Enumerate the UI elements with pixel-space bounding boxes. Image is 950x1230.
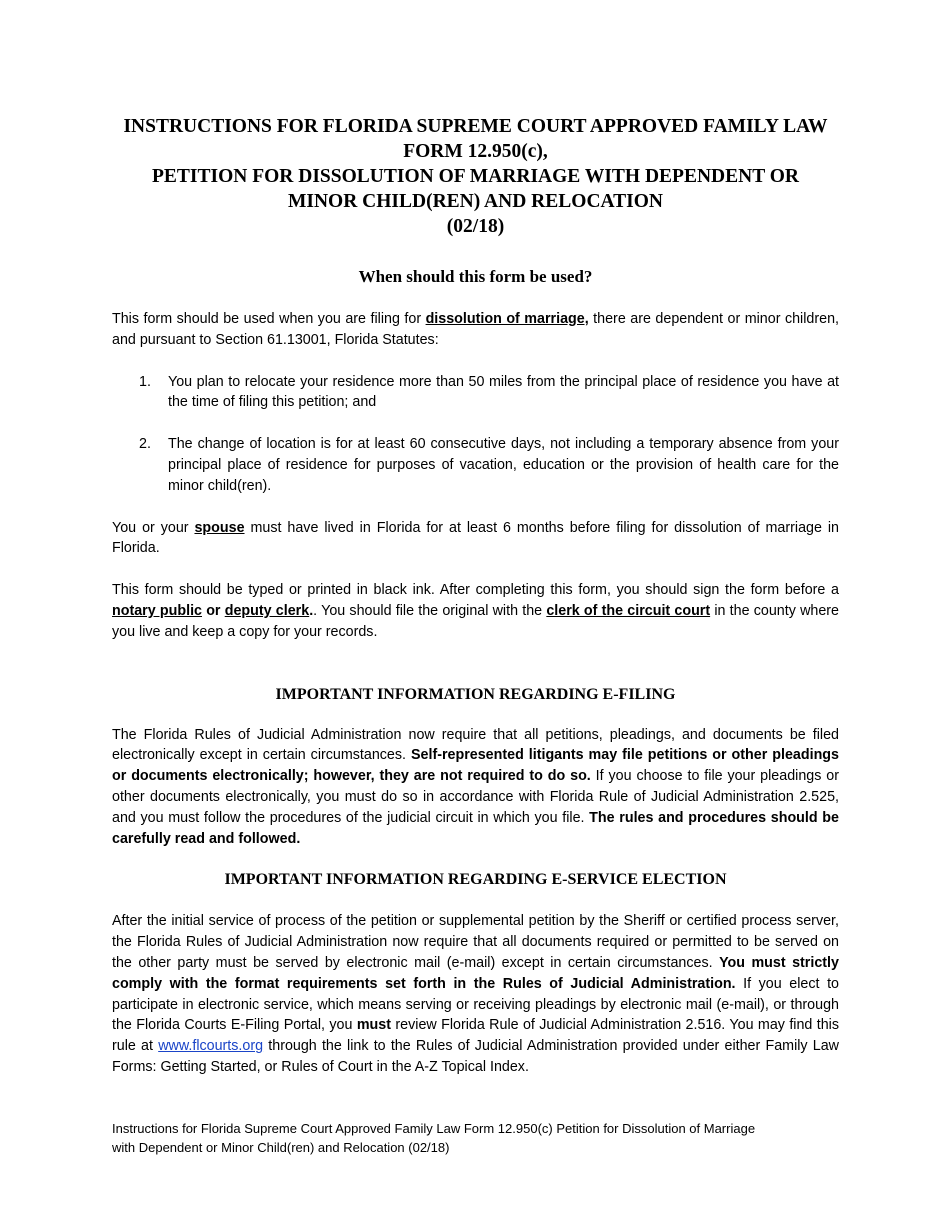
term-notary-public: notary public [112,602,202,619]
page-footer [112,1119,839,1157]
footer-line-1: Instructions for Florida Supreme Court Approved Family Law Form 12.950(c) Petition for Dissolution of Marriage [112,1121,756,1136]
term-clerk-of-circuit-court: clerk of the circuit court [546,602,711,619]
document-content [112,114,839,1078]
when-used-heading: When should this form be used? [358,267,593,286]
title-line-5: (02/18) [446,216,505,237]
eservice-paragraph: After the initial service of process of the petition or supplemental petition by the Sheriff or certified process server, the Florida Rules of Judicial Administration now require that all documents required or permitted to be served on the other party must be served by electronic mail (e-mail) except in certain circumstances. You must strictly comply with the format requirements set forth in the Rules of Judicial Administration. If you elect to participate in electronic service, which means serving or receiving pleadings by electronic mail (e-mail), or through the Florida Courts E-Filing Portal, you must review Florida Rule of Judicial Administration 2.516. You may find this rule at www.flcourts.org through the link to the Rules of Judicial Administration provided under either Family Law Forms: Getting Started, or Rules of Court in the A-Z Topical Index. [112,913,839,1075]
list-item: 2. The change of location is for at least 60 consecutive days, not including a temporary absence from your principal place of residence for purposes of vacation, education or the provision of health care for the minor child(ren). [139,436,839,494]
eservice-heading: IMPORTANT INFORMATION REGARDING E-SERVICE ELECTION [224,871,727,889]
signing-paragraph: This form should be typed or printed in black ink. After completing this form, you should sign the form before a notary public or deputy clerk.. You should file the original with the clerk of the circuit court in the county where you live and keep a copy for your records. [112,582,840,640]
efiling-paragraph: The Florida Rules of Judicial Administration now require that all petitions, pleadings, and documents be filed electronically except in certain circumstances. Self-represented litigants may file petitions or other pleadings or documents electronically; however, they are not required to do so. If you choose to file your pleadings or other documents electronically, you must do so in accordance with Florida Rule of Judicial Administration 2.525, and you must follow the procedures of the judicial circuit in which you file. The rules and procedures should be carefully read and followed. [112,726,839,847]
conditions-list [112,372,839,497]
footer-line-2: with Dependent or Minor Child(ren) and Relocation (02/18) [112,1140,450,1155]
efiling-heading: IMPORTANT INFORMATION REGARDING E-FILING [275,685,676,703]
title-line-4: MINOR CHILD(REN) AND RELOCATION [287,191,664,212]
list-item: 1. You plan to relocate your residence more than 50 miles from the principal place of residence you have at the time of filing this petition; and [139,373,839,411]
term-deputy-clerk: deputy clerk [224,602,310,619]
term-dissolution-of-marriage: dissolution of marriage, [425,311,589,327]
flcourts-link[interactable]: www.flcourts.org [158,1038,264,1055]
title-line-3: PETITION FOR DISSOLUTION OF MARRIAGE WITH DEPENDENT OR [151,166,800,187]
term-spouse: spouse [194,519,245,536]
when-used-intro: This form should be used when you are filing for dissolution of marriage, there are dependent or minor children, and pursuant to Section 61.13001, Florida Statutes: [112,311,839,348]
document-title [112,114,839,239]
title-line-1: INSTRUCTIONS FOR FLORIDA SUPREME COURT APPROVED FAMILY LAW [123,116,828,137]
residency-paragraph: You or your spouse must have lived in Florida for at least 6 months before filing for dissolution of marriage in Florida. [112,519,839,557]
title-line-2: FORM 12.950(c), [403,141,548,162]
